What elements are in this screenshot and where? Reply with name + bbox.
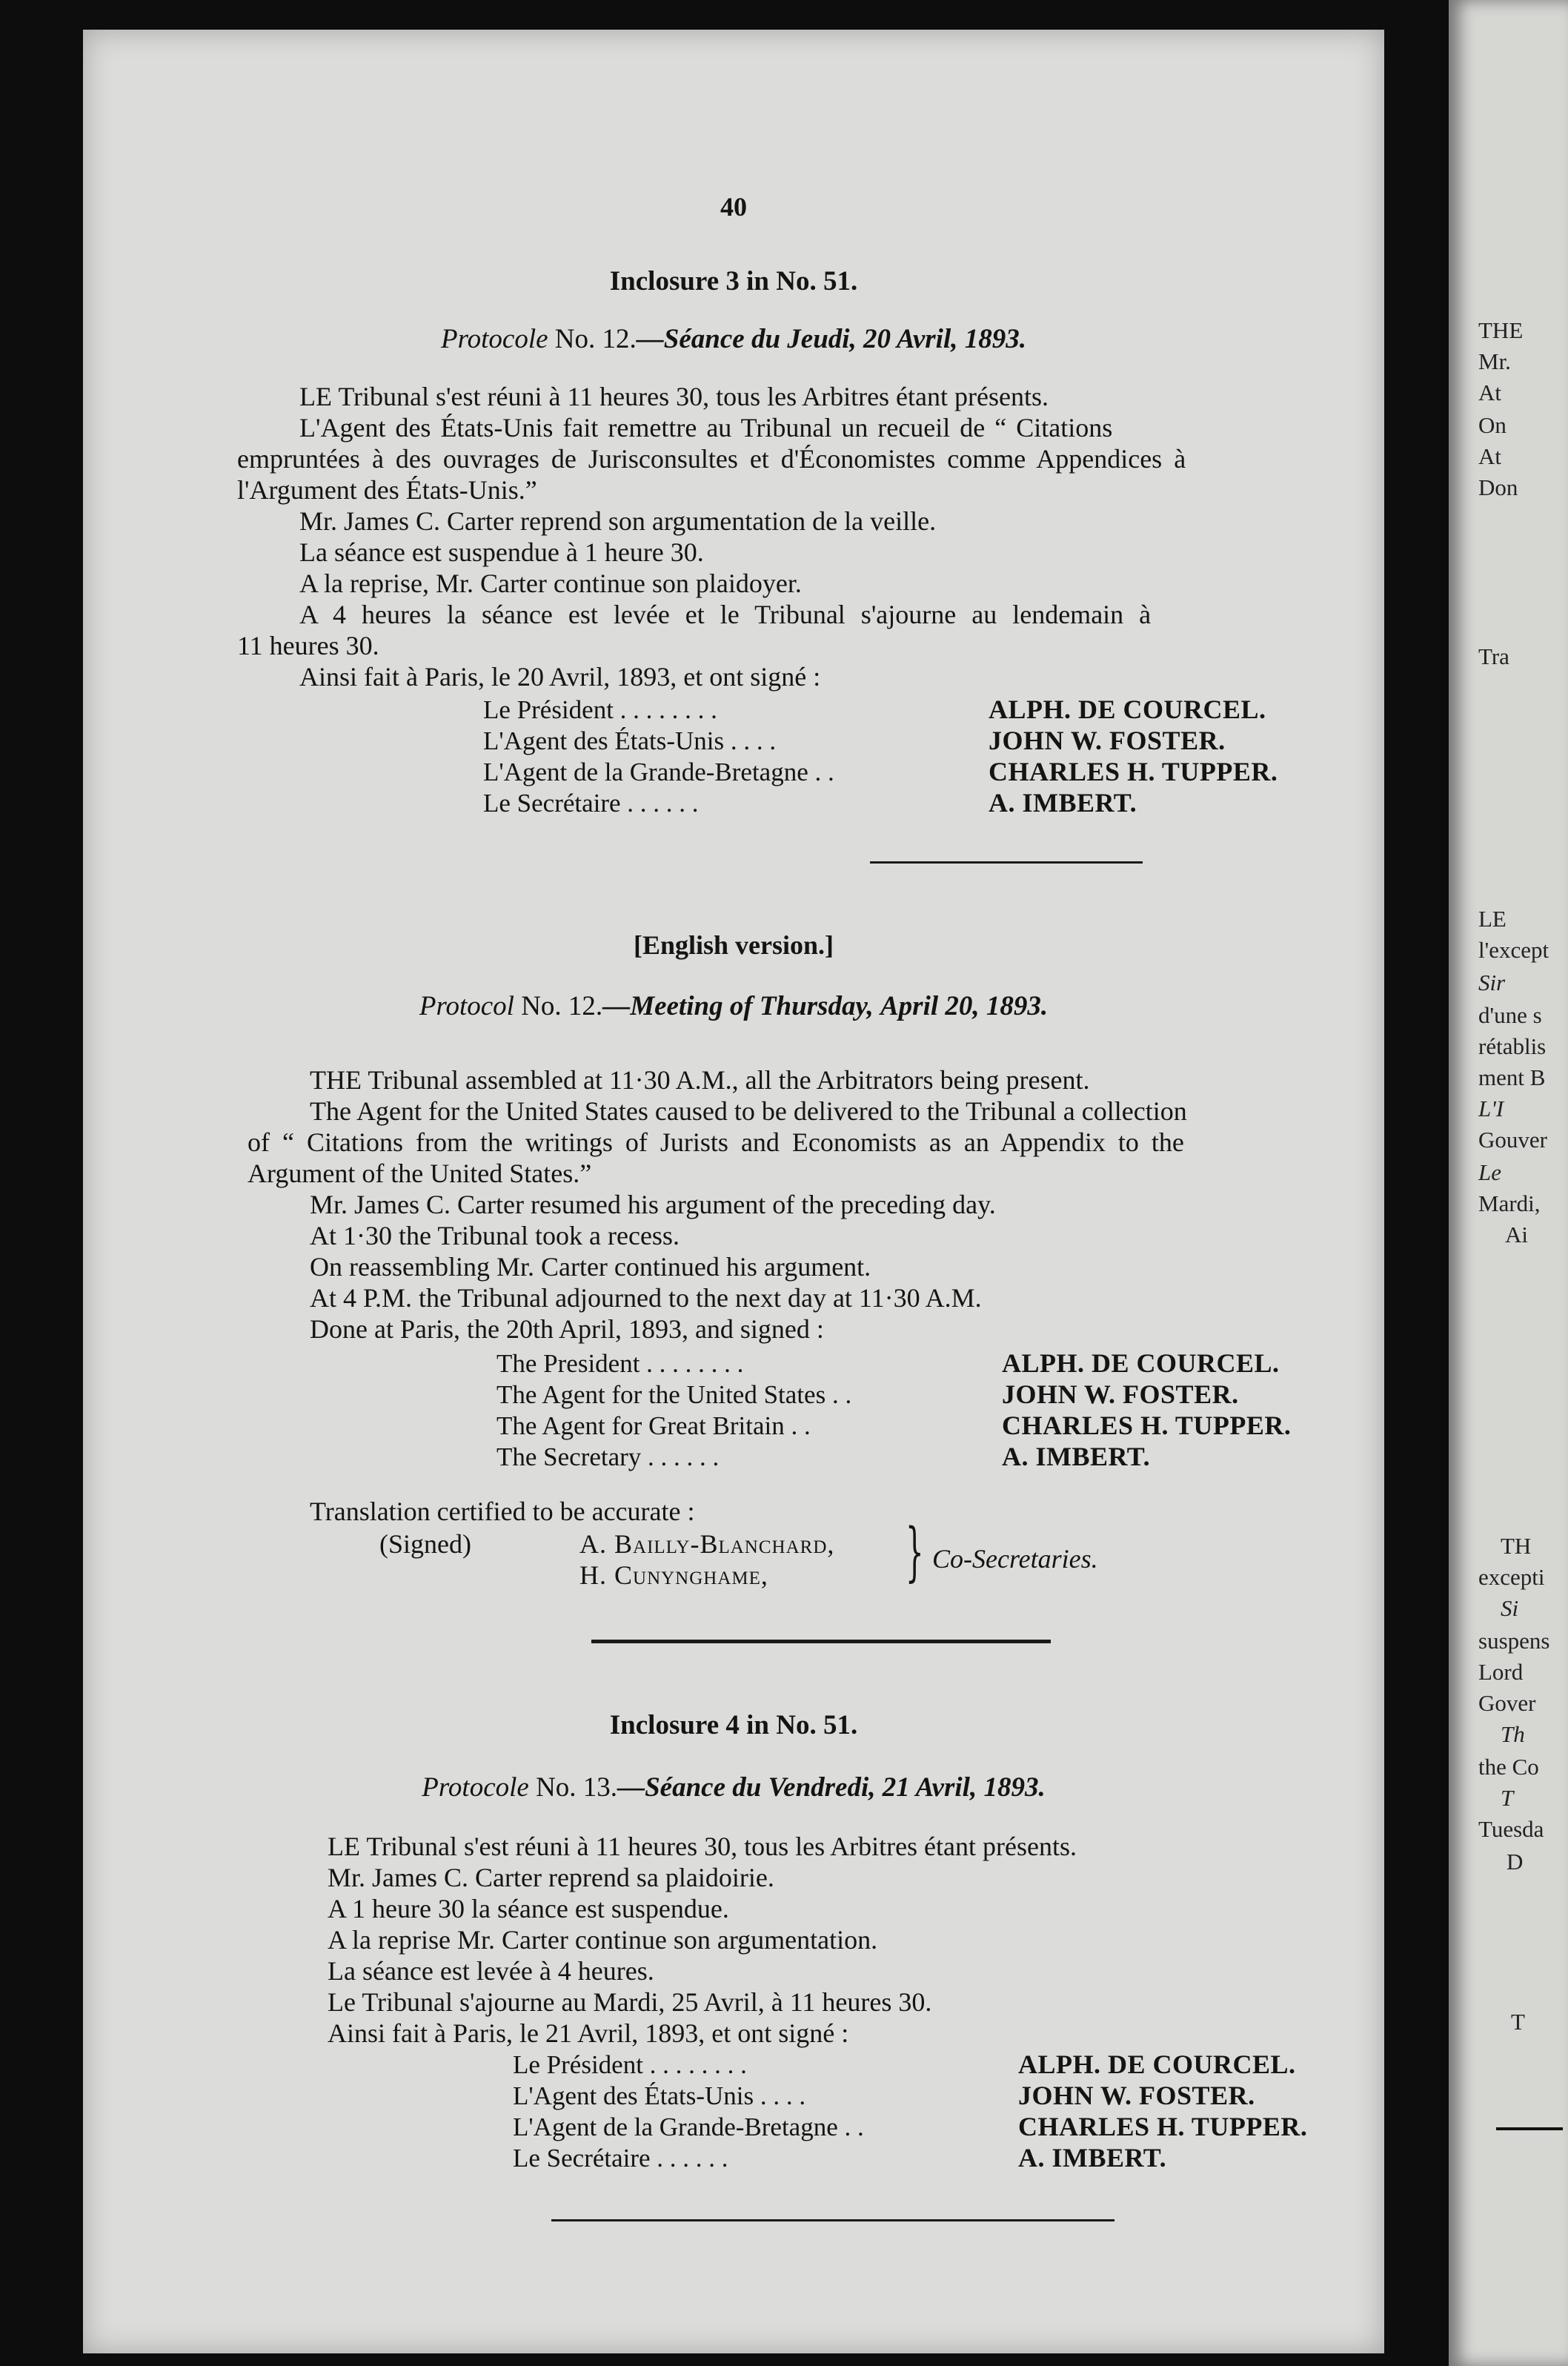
fragment: the Co: [1478, 1754, 1539, 1780]
fragment: Don: [1478, 474, 1518, 500]
signature-name: JOHN W. FOSTER.: [989, 726, 1226, 755]
fragment: At: [1478, 380, 1501, 405]
signature-name: A. IMBERT.: [1018, 2143, 1167, 2173]
protocol-label: Protocol: [419, 991, 514, 1021]
paragraph-line: La séance est suspendue à 1 heure 30.: [299, 537, 704, 567]
signature-role: Le Secrétaire . . . . . .: [483, 789, 699, 818]
signature-role: The President . . . . . . . .: [496, 1349, 744, 1378]
page-number: 40: [720, 192, 747, 222]
signature-name: CHARLES H. TUPPER.: [1018, 2112, 1308, 2141]
fragment: l'except: [1478, 937, 1549, 963]
signature-name: CHARLES H. TUPPER.: [989, 757, 1278, 786]
signature-name: CHARLES H. TUPPER.: [1002, 1411, 1292, 1440]
paragraph-line: La séance est levée à 4 heures.: [328, 1956, 654, 1986]
fragment: Si: [1501, 1595, 1519, 1621]
signature-name: JOHN W. FOSTER.: [1018, 2081, 1255, 2110]
inclosure3-heading: Inclosure 3 in No. 51.: [609, 266, 858, 296]
fragment: Le: [1478, 1159, 1501, 1185]
fragment: Ai: [1505, 1222, 1528, 1247]
paragraph-line: l'Argument des États-Unis.”: [237, 475, 537, 505]
translation-certified: Translation certified to be accurate :: [310, 1497, 695, 1526]
protocol-rest: —Séance du Jeudi,: [636, 324, 857, 354]
paragraph-line: On reassembling Mr. Carter continued his argument.: [310, 1252, 871, 1282]
section-divider: [551, 2219, 1114, 2221]
fragment: D: [1506, 1849, 1524, 1875]
paragraph-line: A 4 heures la séance est levée et le Tribunal s'ajourne au lendemain à: [299, 600, 1152, 629]
paragraph-line: Ainsi fait à Paris, le 20 Avril, 1893, et ont signé :: [299, 662, 821, 692]
fragment: On: [1478, 412, 1506, 438]
section-divider: [870, 861, 1143, 864]
paragraph-line: of “ Citations from the writings of Jurists and Economists as an Appendix to the: [248, 1127, 1184, 1157]
paragraph-line: Mr. James C. Carter reprend son argumentation de la veille.: [299, 506, 937, 536]
signature-role: Le Président . . . . . . . .: [483, 695, 717, 724]
fragment: At: [1478, 443, 1501, 469]
paragraph-line: The Agent for the United States caused to be delivered to the Tribunal a collection: [310, 1096, 1187, 1126]
paragraph-line: Argument of the United States.”: [248, 1159, 592, 1188]
paragraph-line: Ainsi fait à Paris, le 21 Avril, 1893, et ont signé :: [328, 2018, 849, 2048]
paragraph-line: At 1·30 the Tribunal took a recess.: [310, 1221, 680, 1250]
signature-role: L'Agent de la Grande-Bretagne . .: [513, 2112, 864, 2141]
protocol-number: No. 12.: [521, 991, 603, 1021]
english-version-label: [English version.]: [633, 930, 834, 960]
paragraph-line: Mr. James C. Carter resumed his argument of the preceding day.: [310, 1190, 996, 1219]
signature-name: A. IMBERT.: [1002, 1442, 1151, 1471]
fragment: THE: [1478, 317, 1524, 343]
fragment: rétablis: [1478, 1033, 1547, 1059]
protocol-label: Protocole: [422, 1772, 529, 1803]
signature-role: L'Agent des États-Unis . . . .: [483, 726, 777, 755]
fragment: Th: [1501, 1721, 1525, 1747]
paragraph-line: Done at Paris, the 20th April, 1893, and signed :: [310, 1314, 824, 1344]
inclosure3-protocol-fr: [83, 323, 1384, 355]
fragment: L'I: [1478, 1096, 1504, 1121]
adjacent-page-edge: [1449, 0, 1568, 2366]
signature-name: ALPH. DE COURCEL.: [989, 695, 1266, 724]
fragment-rule: [1496, 2127, 1563, 2130]
fragment: Gouver: [1478, 1127, 1547, 1153]
fragment: ment B: [1478, 1064, 1546, 1090]
co-secretaries-role: Co-Secretaries.: [932, 1544, 1098, 1574]
co-secretary-name: H. Cunynghame,: [579, 1560, 768, 1590]
fragment: Lord: [1478, 1659, 1524, 1685]
fragment: T: [1501, 1785, 1514, 1811]
fragment: Tuesda: [1478, 1816, 1544, 1842]
signature-role: Le Président . . . . . . . .: [513, 2050, 747, 2079]
fragment: Mr.: [1478, 348, 1511, 374]
protocol-date: 20 Avril, 1893.: [863, 324, 1026, 354]
paragraph-line: At 4 P.M. the Tribunal adjourned to the next day at 11·30 A.M.: [310, 1283, 982, 1313]
protocol-rest: —Meeting of Thursday,: [602, 991, 874, 1021]
fragment: d'une s: [1478, 1002, 1542, 1028]
fragment: Tra: [1478, 643, 1509, 669]
signed-label: (Signed): [379, 1529, 471, 1559]
paragraph-line: LE Tribunal s'est réuni à 11 heures 30, tous les Arbitres étant présents.: [299, 382, 1049, 411]
signature-name: A. IMBERT.: [989, 788, 1137, 818]
signature-role: The Agent for the United States . .: [496, 1380, 852, 1409]
signature-role: The Agent for Great Britain . .: [496, 1411, 811, 1440]
signature-name: JOHN W. FOSTER.: [1002, 1379, 1239, 1409]
co-secretary-name: A. Bailly-Blanchard,: [579, 1529, 835, 1559]
signature-name: ALPH. DE COURCEL.: [1018, 2049, 1296, 2079]
signature-role: L'Agent de la Grande-Bretagne . .: [483, 758, 834, 786]
brace-glyph: }: [906, 1515, 924, 1589]
protocol-date: 21 Avril, 1893.: [882, 1772, 1046, 1803]
paragraph-line: THE Tribunal assembled at 11·30 A.M., all the Arbitrators being present.: [310, 1065, 1090, 1095]
paragraph-line: Mr. James C. Carter reprend sa plaidoirie.: [328, 1863, 774, 1892]
fragment: T: [1511, 2009, 1525, 2035]
document-page: [83, 30, 1384, 2353]
fragment: excepti: [1478, 1564, 1545, 1590]
signature-role: The Secretary . . . . . .: [496, 1442, 720, 1471]
paragraph-line: 11 heures 30.: [237, 631, 379, 660]
protocol-number: No. 13.: [536, 1772, 618, 1803]
protocol-number: No. 12.: [554, 324, 637, 354]
paragraph-line: Le Tribunal s'ajourne au Mardi, 25 Avril, à 11 heures 30.: [328, 1987, 932, 2017]
fragment: suspens: [1478, 1628, 1550, 1654]
paragraph-line: A 1 heure 30 la séance est suspendue.: [328, 1894, 729, 1923]
protocol-label: Protocole: [441, 324, 548, 354]
paragraph-line: A la reprise, Mr. Carter continue son plaidoyer.: [299, 569, 802, 598]
fragment: Mardi,: [1478, 1190, 1541, 1216]
paragraph-line: empruntées à des ouvrages de Jurisconsultes et d'Économistes comme Appendices à: [237, 444, 1186, 474]
inclosure3-protocol-en: [83, 990, 1384, 1022]
fragment: TH: [1501, 1533, 1532, 1559]
signature-name: ALPH. DE COURCEL.: [1002, 1348, 1280, 1378]
protocol-rest: —Séance du Vendredi,: [617, 1772, 876, 1803]
signature-role: Le Secrétaire . . . . . .: [513, 2144, 728, 2173]
paragraph-line: A la reprise Mr. Carter continue son argumentation.: [328, 1925, 878, 1955]
paragraph-line: LE Tribunal s'est réuni à 11 heures 30, tous les Arbitres étant présents.: [328, 1832, 1077, 1861]
signature-role: L'Agent des États-Unis . . . .: [513, 2081, 806, 2110]
fragment: LE: [1478, 906, 1506, 932]
fragment: Gover: [1478, 1690, 1536, 1716]
inclosure4-protocol-fr: [83, 1772, 1384, 1803]
inclosure4-heading: Inclosure 4 in No. 51.: [609, 1710, 858, 1740]
section-divider: [591, 1640, 1051, 1643]
protocol-date: April 20, 1893.: [880, 991, 1049, 1021]
fragment: Sir: [1478, 970, 1506, 995]
paragraph-line: L'Agent des États-Unis fait remettre au Tribunal un recueil de “ Citations: [299, 413, 1113, 443]
